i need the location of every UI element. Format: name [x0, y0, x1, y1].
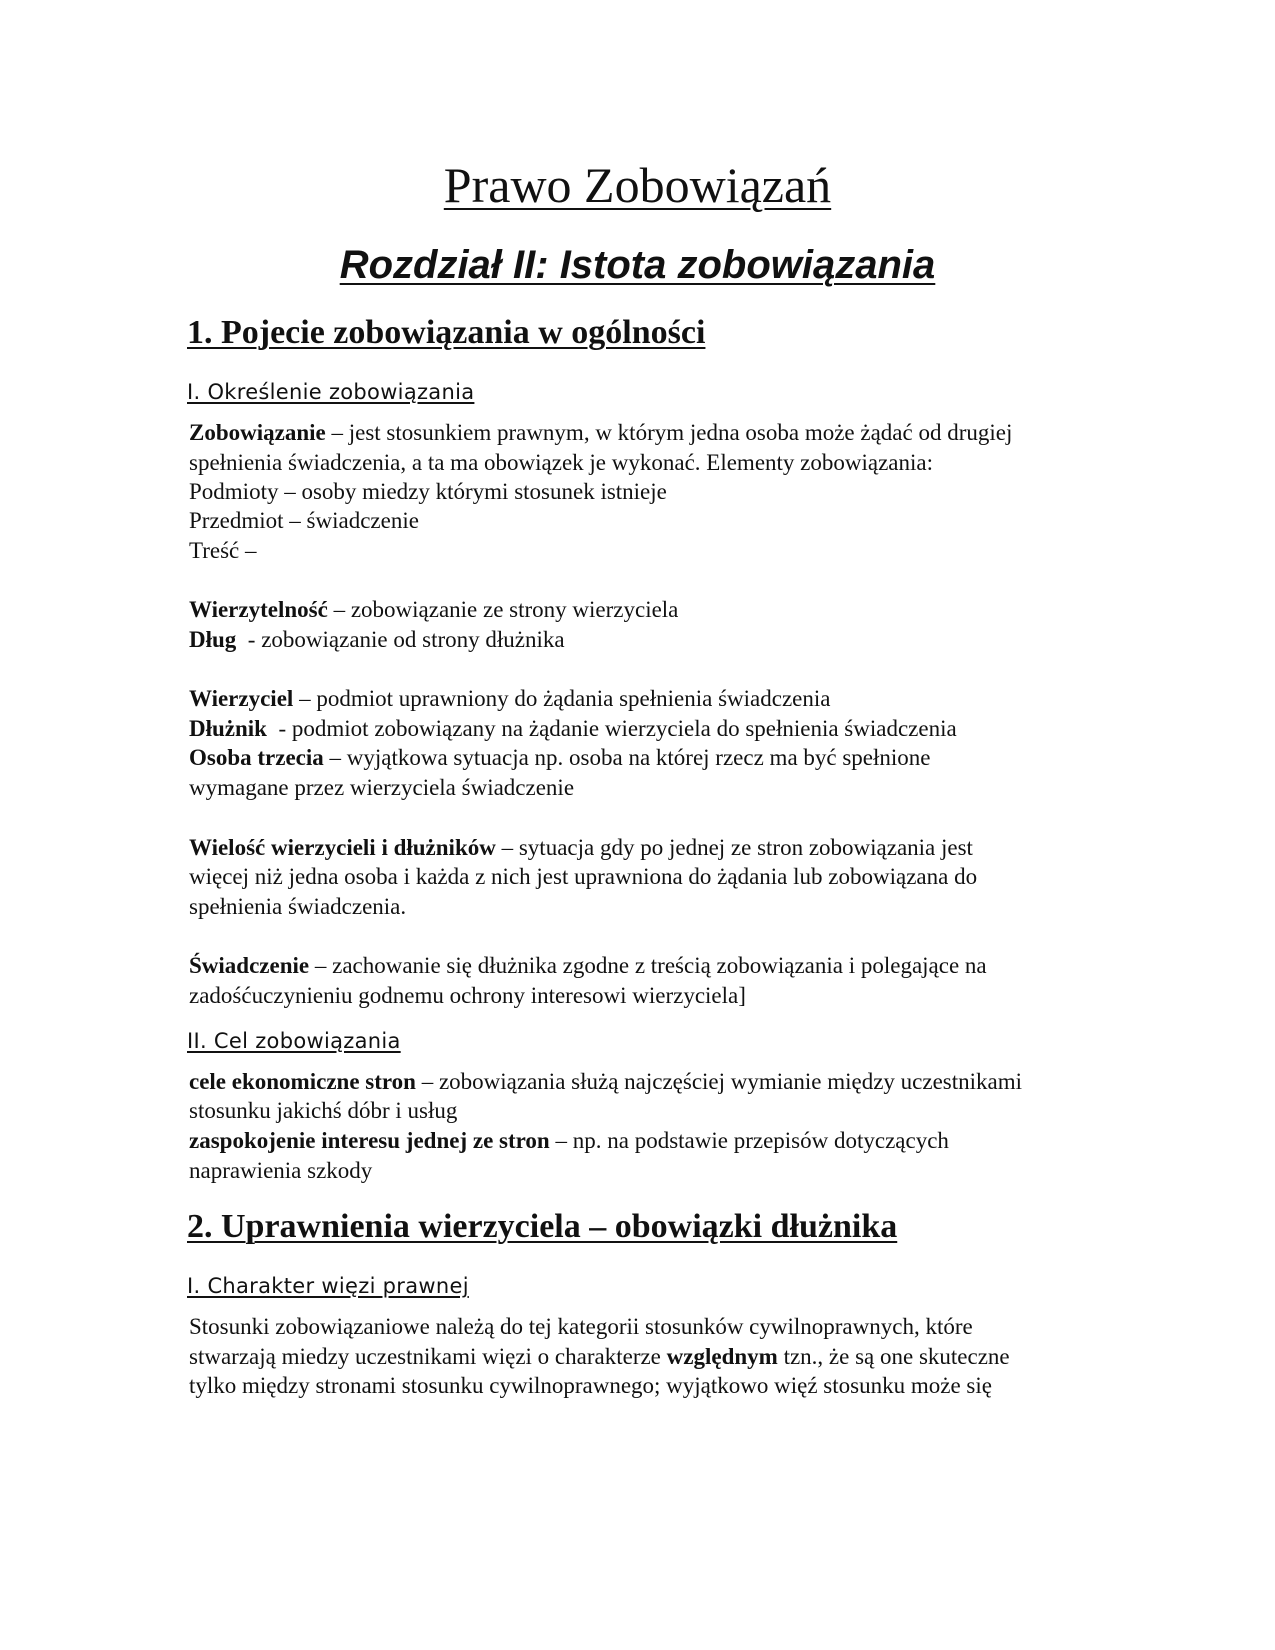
document-title: Prawo Zobowiązań — [443, 157, 832, 213]
term: Wierzytelność — [189, 597, 328, 622]
paragraph-line: naprawienia szkody — [189, 1158, 373, 1183]
paragraph-line: Stosunki zobowiązaniowe należą do tej kategorii stosunków cywilnoprawnych, które — [189, 1314, 973, 1339]
term: względnym — [666, 1344, 778, 1369]
paragraph-line: wymagane przez wierzyciela świadczenie — [189, 775, 575, 800]
term: Wielość wierzycieli i dłużników — [189, 835, 496, 860]
paragraph-line: spełnienia świadczenia, a ta ma obowiązek je wykonać. Elementy zobowiązania: — [189, 450, 933, 475]
paragraph-line: Wierzytelność – zobowiązanie ze strony wierzyciela — [189, 597, 679, 622]
paragraph-line: Podmioty – osoby miedzy którymi stosunek istnieje — [189, 479, 667, 504]
paragraph-line: zadośćuczynieniu godnemu ochrony interesowi wierzyciela] — [189, 983, 746, 1008]
section-heading: 1. Pojecie zobowiązania w ogólności — [187, 314, 706, 351]
term: Dłużnik — [189, 716, 267, 741]
paragraph-line: Wierzyciel – podmiot uprawniony do żądania spełnienia świadczenia — [189, 686, 831, 711]
paragraph-line: Dłużnik - podmiot zobowiązany na żądanie wierzyciela do spełnienia świadczenia — [189, 716, 957, 741]
paragraph-line: Zobowiązanie – jest stosunkiem prawnym, w którym jedna osoba może żądać od drugiej — [189, 420, 1013, 445]
paragraph-line: Wielość wierzycieli i dłużników – sytuacja gdy po jednej ze stron zobowiązania jest — [189, 835, 973, 860]
subsection-heading: II. Cel zobowiązania — [187, 1029, 401, 1053]
section-heading: 2. Uprawnienia wierzyciela – obowiązki dłużnika — [187, 1208, 898, 1245]
term: Wierzyciel — [189, 686, 294, 711]
chapter-title: Rozdział II: Istota zobowiązania — [339, 243, 936, 287]
term: cele ekonomiczne stron — [189, 1069, 416, 1094]
paragraph-line: Dług - zobowiązanie od strony dłużnika — [189, 627, 565, 652]
subsection-heading: I. Charakter więzi prawnej — [187, 1274, 469, 1298]
term: Dług — [189, 627, 237, 652]
term: Osoba trzecia — [189, 745, 324, 770]
paragraph-line: zaspokojenie interesu jednej ze stron – np. na podstawie przepisów dotyczących — [189, 1128, 949, 1153]
paragraph-line: Treść – — [189, 538, 257, 563]
paragraph-line: stwarzają miedzy uczestnikami więzi o charakterze względnym tzn., że są one skuteczne — [189, 1344, 1010, 1369]
paragraph-line: cele ekonomiczne stron – zobowiązania służą najczęściej wymianie między uczestnikami — [189, 1069, 1023, 1094]
paragraph-line: więcej niż jedna osoba i każda z nich jest uprawniona do żądania lub zobowiązana do — [189, 864, 978, 889]
paragraph-line: Osoba trzecia – wyjątkowa sytuacja np. osoba na której rzecz ma być spełnione — [189, 745, 931, 770]
paragraph-line: Przedmiot – świadczenie — [189, 508, 419, 533]
paragraph-line: Świadczenie – zachowanie się dłużnika zgodne z treścią zobowiązania i polegające na — [189, 953, 987, 978]
subsection-heading: I. Określenie zobowiązania — [187, 380, 475, 404]
term: zaspokojenie interesu jednej ze stron — [189, 1128, 550, 1153]
term: Zobowiązanie — [189, 420, 326, 445]
term: Świadczenie — [189, 953, 310, 978]
paragraph-line: spełnienia świadczenia. — [189, 894, 407, 919]
paragraph-line: tylko między stronami stosunku cywilnoprawnego; wyjątkowo więź stosunku może się — [189, 1373, 992, 1398]
paragraph-line: stosunku jakichś dóbr i usług — [189, 1098, 458, 1123]
